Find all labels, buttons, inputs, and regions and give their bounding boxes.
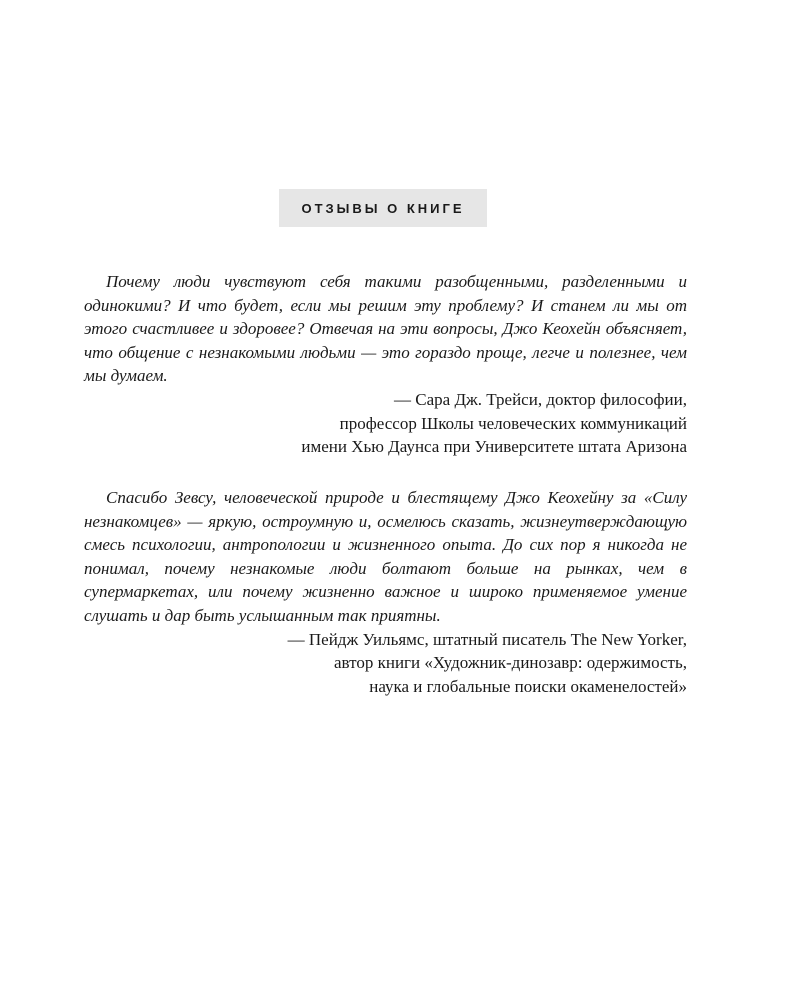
review-quote: Почему люди чувствуют себя такими разобщенными, разделенными и одинокими? И что будет, если мы решим эту проблему? И станем ли мы от этого счастливее и здоровее? Отвечая на эти вопросы, Джо Кеохейн объясняет, что общение с незнакомыми людьми — это гораздо проще, легче и полезнее, чем мы думаем. xyxy=(84,272,687,386)
review-block xyxy=(84,486,687,698)
review-attribution xyxy=(84,628,687,699)
review-block xyxy=(84,270,687,459)
review-quote: Спасибо Зевсу, человеческой природе и блестящему Джо Кеохейну за «Силу незнакомцев» — яркую, остроумную и, осмелюсь сказать, жизнеутверждающую смесь психологии, антропологии и жизненного опыта. До сих пор я никогда не понимал, почему незнакомые люди болтают больше на рынках, чем в супермаркетах, или почему жизненно важное и широко применяемое умение слушать и дар быть услышанным так приятны. xyxy=(84,488,687,625)
attribution-line: — Пейдж Уильямс, штатный писатель The New Yorker, xyxy=(287,629,687,649)
review-attribution xyxy=(84,388,687,459)
attribution-line: автор книги «Художник-динозавр: одержимость, xyxy=(334,653,687,673)
attribution-line: имени Хью Даунса при Университете штата Аризона xyxy=(301,437,687,457)
attribution-line: наука и глобальные поиски окаменелостей» xyxy=(369,676,687,696)
attribution-line: — Сара Дж. Трейси, доктор философии, xyxy=(394,389,687,409)
section-header xyxy=(279,189,487,227)
section-title: ОТЗЫВЫ О КНИГЕ xyxy=(301,200,465,216)
attribution-line: профессор Школы человеческих коммуникаций xyxy=(339,413,687,433)
